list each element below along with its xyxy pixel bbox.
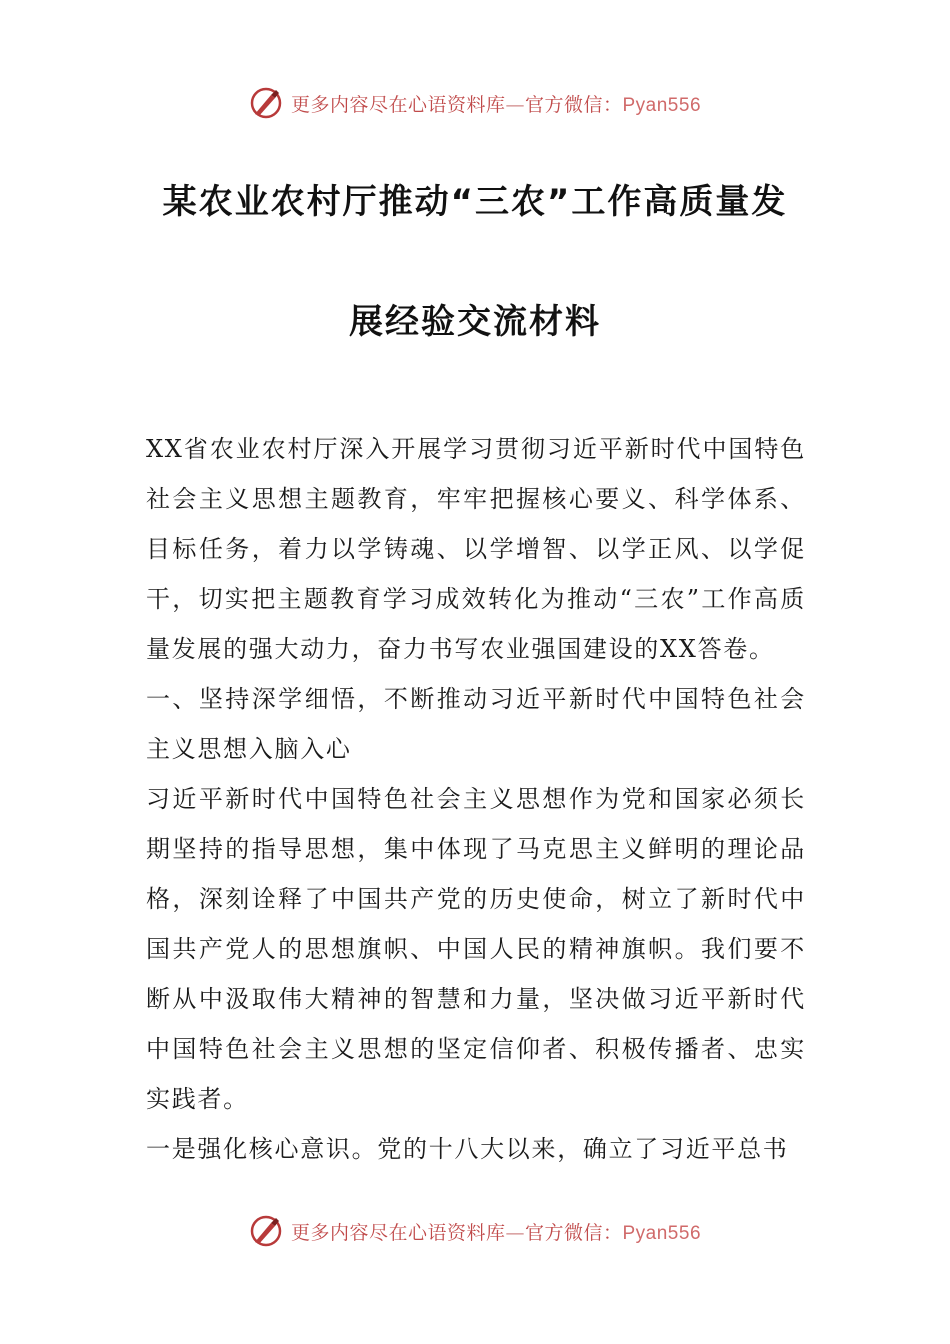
watermark-wechat-label: 官方微信：	[524, 1221, 623, 1244]
paragraph-intro: XX省农业农村厅深入开展学习贯彻习近平新时代中国特色社会主义思想主题教育，牢牢把握核心要义、科学体系、目标任务，着力以学铸魂、以学增智、以学正风、以学促干，切实把主题教育学习成效转化为推动“三农”工作高质量发展的强大动力，奋力书写农业强国建设的XX答卷。	[146, 435, 806, 663]
watermark-header	[0, 83, 950, 123]
paragraph-core-awareness: 一是强化核心意识。党的十八大以来，确立了习近平总书	[146, 1135, 789, 1163]
section-heading-1: 一、坚持深学细悟，不断推动习近平新时代中国特色社会主义思想入脑入心	[146, 685, 806, 763]
document-title-line2: 展经验交流材料	[349, 302, 601, 342]
watermark-wechat-label: 官方微信：	[524, 93, 623, 116]
watermark-wechat-id: Pyan556	[622, 94, 702, 116]
watermark-text: 更多内容尽在心语资料库	[290, 1221, 506, 1244]
pen-logo-icon	[249, 86, 283, 120]
watermark-separator: —	[505, 1221, 525, 1244]
watermark-text: 更多内容尽在心语资料库	[290, 93, 506, 116]
paragraph-section1: 习近平新时代中国特色社会主义思想作为党和国家必须长期坚持的指导思想，集中体现了马克思主义鲜明的理论品格，深刻诠释了中国共产党的历史使命，树立了新时代中国共产党人的思想旗帜、中国人民的精神旗帜。我们要不断从中汲取伟大精神的智慧和力量，坚决做习近平新时代中国特色社会主义思想的坚定信仰者、积极传播者、忠实实践者。	[146, 785, 806, 1113]
watermark-wechat-id: Pyan556	[622, 1222, 702, 1244]
document-body	[146, 424, 806, 1174]
document-title-line1: 某农业农村厅推动“三农”工作高质量发	[162, 182, 788, 222]
watermark-footer	[0, 1211, 950, 1251]
watermark-separator: —	[505, 93, 525, 116]
pen-logo-icon	[249, 1214, 283, 1248]
